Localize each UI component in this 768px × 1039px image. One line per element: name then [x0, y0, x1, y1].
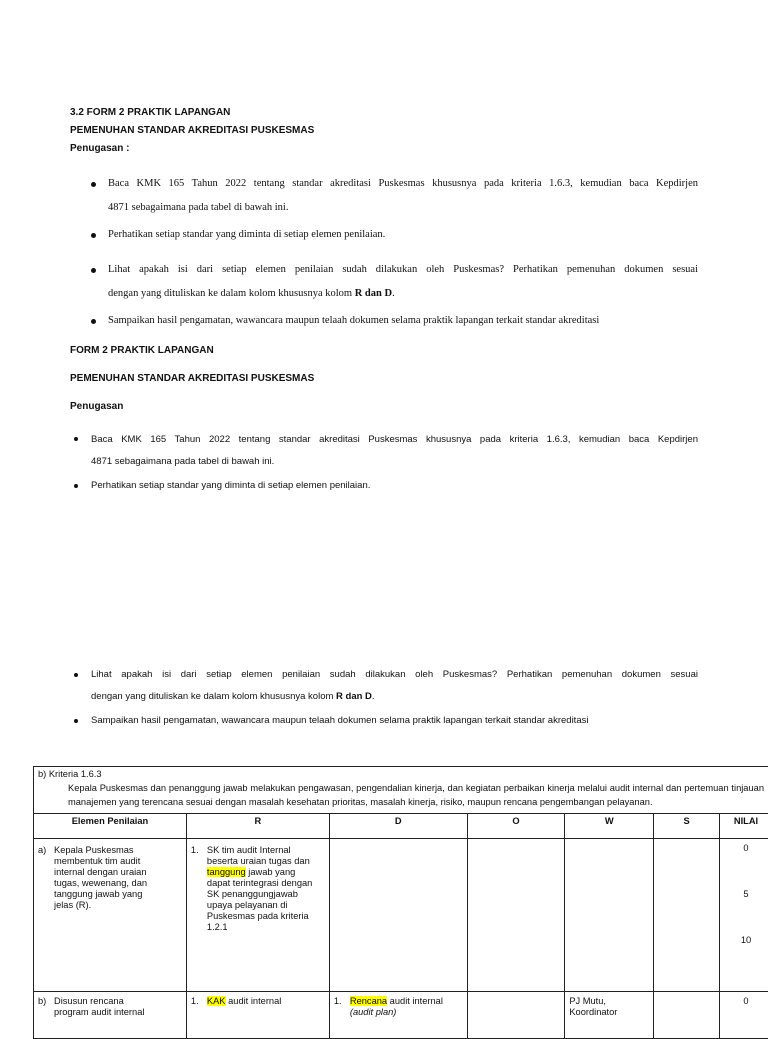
table-row	[34, 839, 768, 992]
section1-title: 3.2 FORM 2 PRAKTIK LAPANGAN	[70, 107, 230, 118]
header-w: W	[565, 814, 654, 839]
score-10: 10	[720, 935, 768, 946]
table-row-criteria-label	[34, 767, 768, 781]
bullet-icon	[74, 437, 78, 441]
criteria-table	[33, 766, 768, 1039]
header-r: R	[186, 814, 329, 839]
list-item: Sampaikan hasil pengamatan, wawancara maupun telaah dokumen selama praktik lapangan terkait standar akreditasi	[108, 309, 708, 333]
criteria-label: b) Kriteria 1.6.3	[34, 767, 768, 781]
table-header-row	[34, 814, 768, 839]
header-s: S	[654, 814, 720, 839]
score-0: 0	[720, 843, 768, 854]
d-cell: 1. Rencana audit internal (audit plan)	[329, 992, 467, 1039]
list-item: Baca KMK 165 Tahun 2022 tentang standar akreditasi Puskesmas khususnya pada kriteria 1.6.3, kemudian baca Kepdirjen 4871 sebagaimana pada tabel di bawah ini.	[108, 172, 698, 220]
r-cell: 1. SK tim audit Internal beserta uraian tugas dan tanggung jawab yang dapat terintegrasi dengan SK penanggungjawab upaya pelayanan di Puskesmas pada kriteria 1.2.1	[186, 839, 329, 992]
w-cell	[565, 839, 654, 992]
list-item: Sampaikan hasil pengamatan, wawancara maupun telaah dokumen selama praktik lapangan terkait standar akreditasi	[91, 710, 698, 732]
d-cell	[329, 839, 467, 992]
bullet-icon	[91, 182, 96, 187]
o-cell	[467, 839, 565, 992]
header-d: D	[329, 814, 467, 839]
list-item: Lihat apakah isi dari setiap elemen penilaian sudah dilakukan oleh Puskesmas? Perhatikan pemenuhan dokumen sesuai dengan yang dituliskan ke dalam kolom khususnya kolom R dan D.	[108, 258, 698, 306]
nilai-cell: 0	[720, 992, 768, 1039]
list-item: Lihat apakah isi dari setiap elemen penilaian sudah dilakukan oleh Puskesmas? Perhatikan pemenuhan dokumen sesuai dengan yang dituliskan ke dalam kolom khususnya kolom R dan D.	[91, 664, 698, 708]
section1-subtitle: PEMENUHAN STANDAR AKREDITASI PUSKESMAS	[70, 125, 314, 136]
section2-title: FORM 2 PRAKTIK LAPANGAN	[70, 345, 214, 356]
bullet-icon	[91, 319, 96, 324]
score-5: 5	[720, 889, 768, 900]
section2-assignment-label: Penugasan	[70, 401, 123, 412]
header-nilai: NILAI	[720, 814, 768, 839]
bullet-icon	[91, 268, 96, 273]
list-item: Perhatikan setiap standar yang diminta di setiap elemen penilaian.	[91, 475, 698, 497]
header-elemen-penilaian: Elemen Penilaian	[34, 814, 187, 839]
element-cell: a) Kepala Puskesmas membentuk tim audit internal dengan uraian tugas, wewenang, dan tanggung jawab yang jelas (R).	[34, 839, 187, 992]
element-cell: b) Disusun rencana program audit internal	[34, 992, 187, 1039]
o-cell	[467, 992, 565, 1039]
criteria-text: Kepala Puskesmas dan penanggung jawab melakukan pengawasan, pengendalian kinerja, dan kegiatan perbaikan kinerja melalui audit internal dan pertemuan tinjauan manajemen yang terencana sesuai dengan masalah kesehatan prioritas, masalah kinerja, risiko, maupun rencana pengembangan pelayanan.	[34, 780, 768, 814]
r-cell: 1. KAK audit internal	[186, 992, 329, 1039]
list-item: Baca KMK 165 Tahun 2022 tentang standar akreditasi Puskesmas khususnya pada kriteria 1.6.3, kemudian baca Kepdirjen 4871 sebagaimana pada tabel di bawah ini.	[91, 429, 698, 473]
s-cell	[654, 839, 720, 992]
list-item: Perhatikan setiap standar yang diminta di setiap elemen penilaian.	[108, 223, 698, 247]
table-row	[34, 992, 768, 1039]
w-cell: PJ Mutu, Koordinator	[565, 992, 654, 1039]
bullet-icon	[91, 233, 96, 238]
header-o: O	[467, 814, 565, 839]
s-cell	[654, 992, 720, 1039]
bullet-icon	[74, 719, 78, 723]
section2-subtitle: PEMENUHAN STANDAR AKREDITASI PUSKESMAS	[70, 373, 314, 384]
nilai-cell	[720, 839, 768, 992]
table-row-criteria-text	[34, 780, 768, 814]
bullet-icon	[74, 484, 78, 488]
section1-assignment-label: Penugasan :	[70, 143, 129, 154]
bullet-icon	[74, 673, 78, 677]
